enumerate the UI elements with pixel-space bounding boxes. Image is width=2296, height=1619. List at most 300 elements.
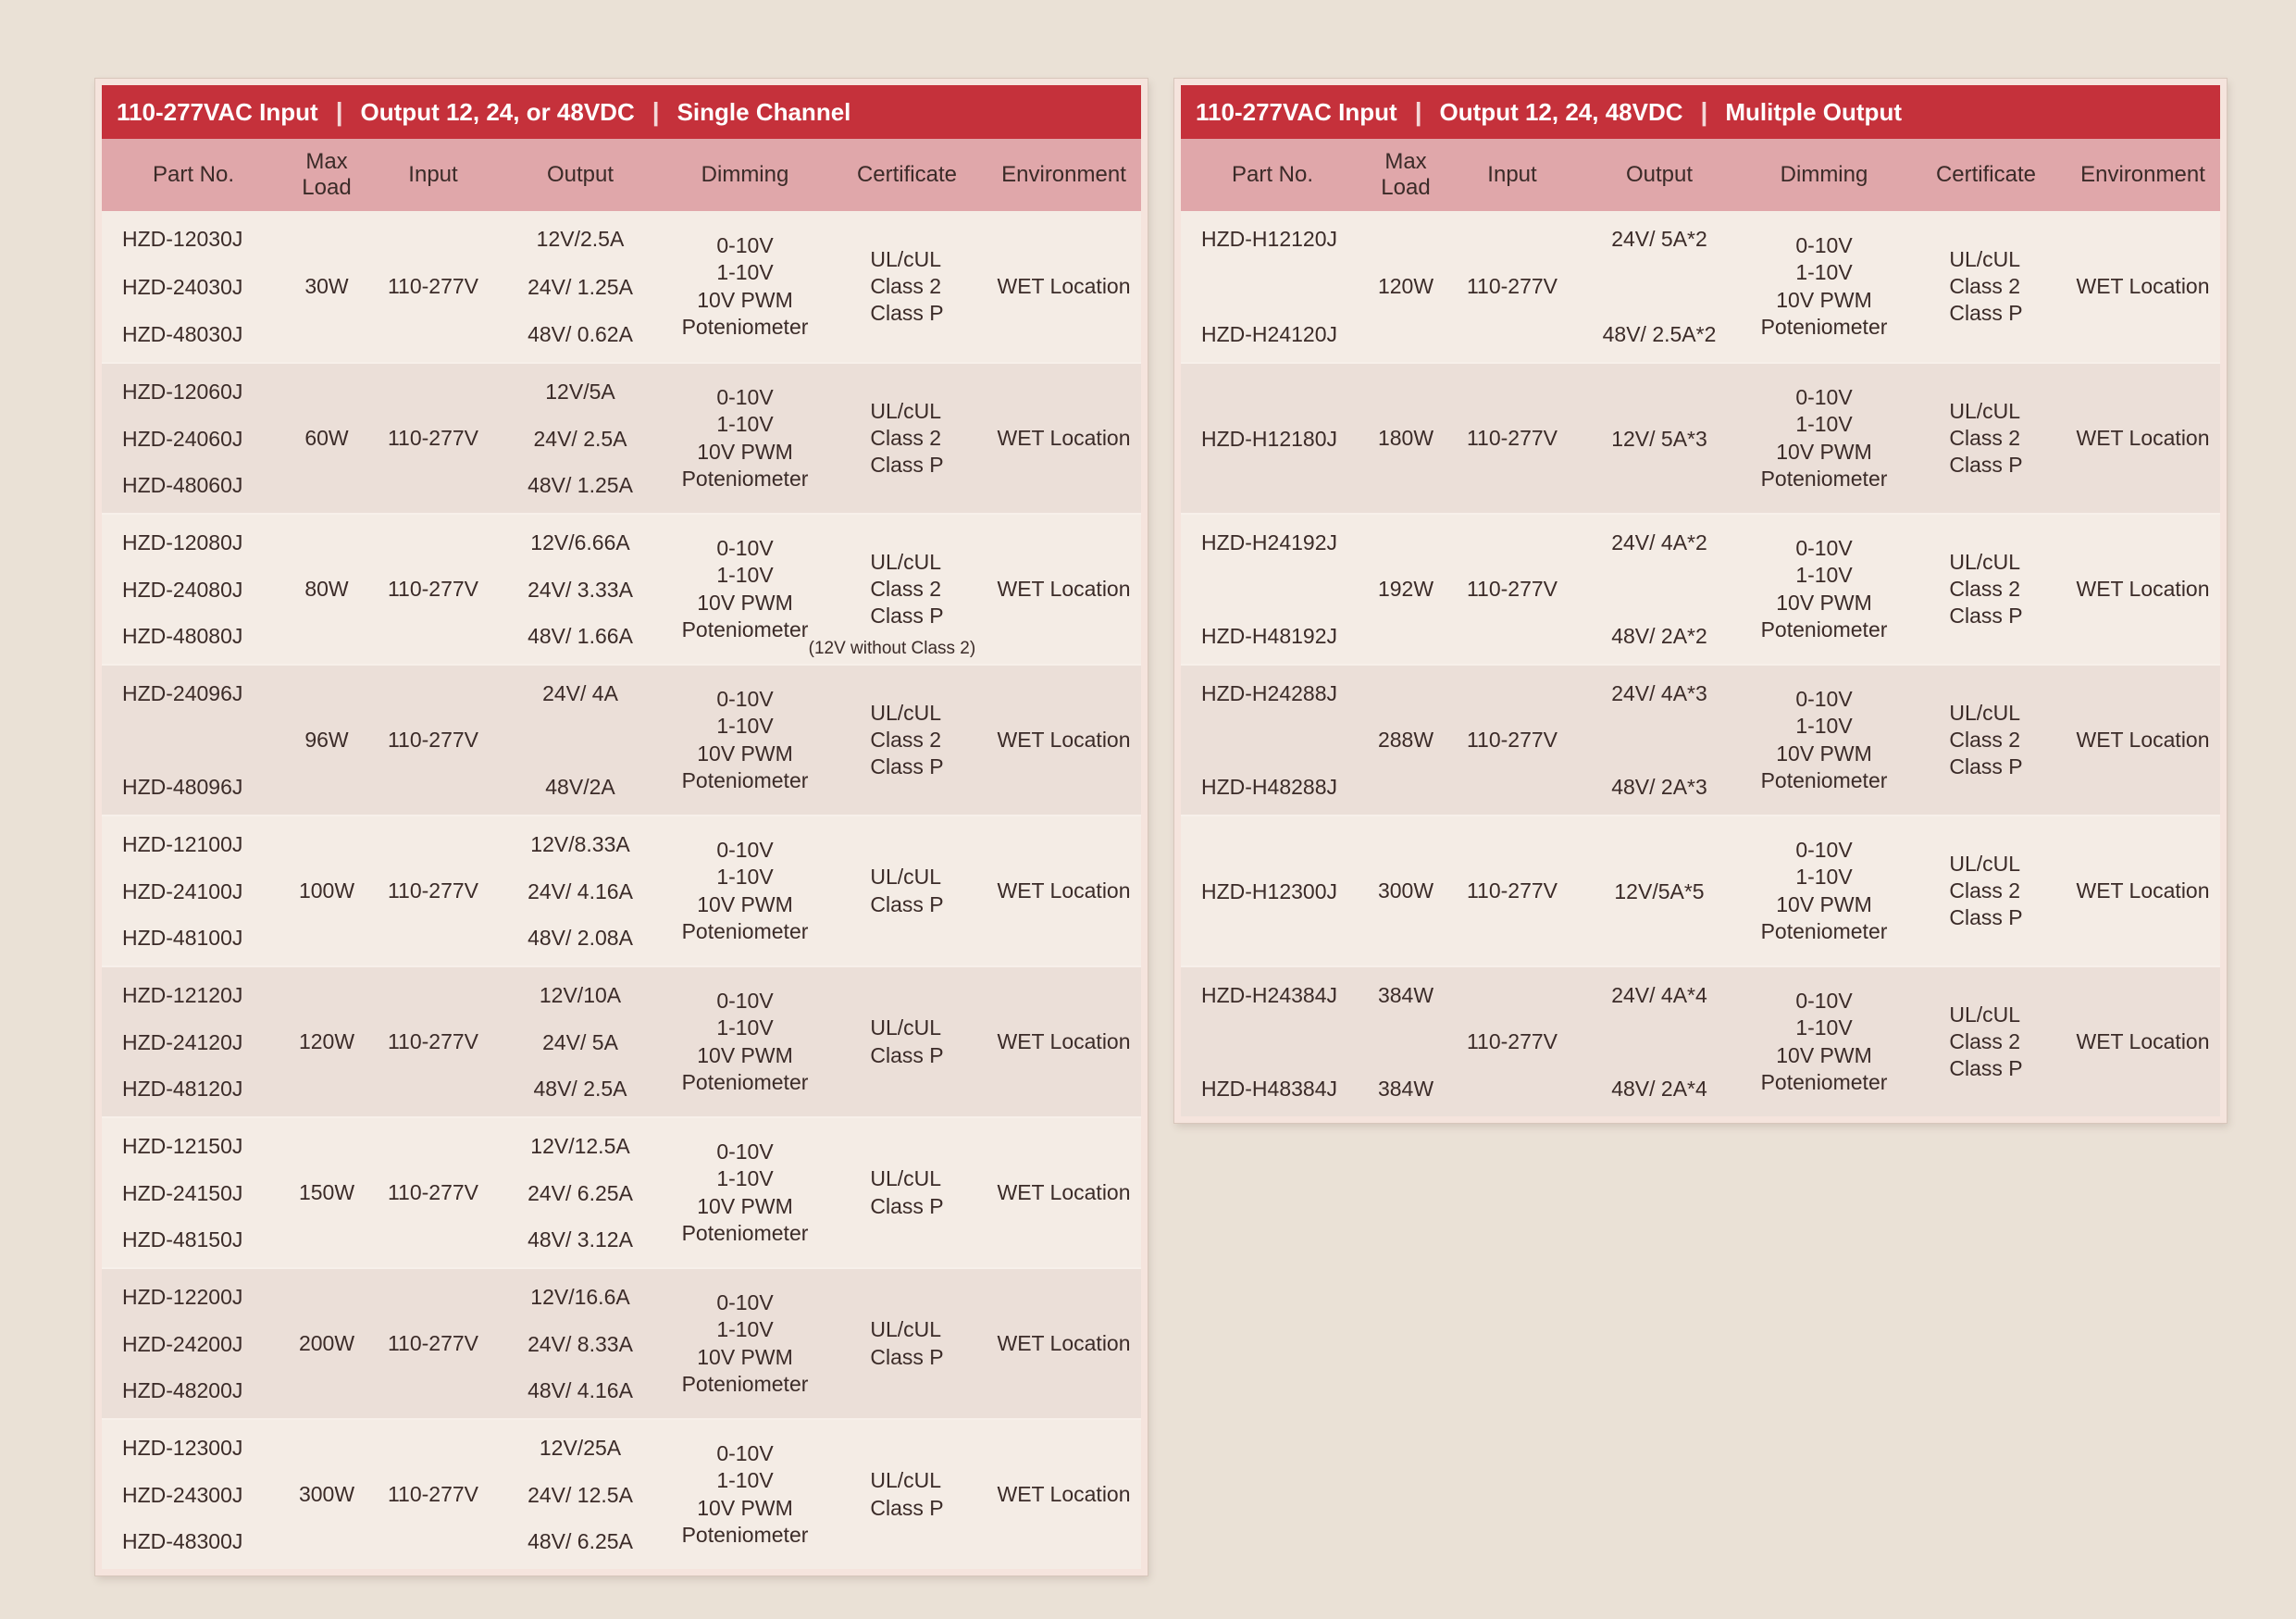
output-stack (1577, 211, 1742, 362)
dimming-option: 10V PWM (697, 1193, 793, 1218)
certificate-item: UL/cUL (1949, 246, 2021, 271)
spec-row-group (102, 211, 1141, 362)
dimming-option: 10V PWM (697, 287, 793, 312)
output-value: 12V/2.5A (536, 227, 625, 251)
environment-value: WET Location (2076, 576, 2210, 601)
dimming-option: 0-10V (1795, 838, 1853, 863)
output-value: 48V/ 3.12A (527, 1227, 633, 1252)
environment-value: WET Location (2076, 1028, 2210, 1053)
certificate-item: UL/cUL (870, 246, 942, 271)
output-value: 12V/25A (539, 1436, 622, 1460)
output-value: 24V/ 4A*3 (1611, 681, 1707, 705)
part-number: HZD-48200J (122, 1378, 243, 1402)
part-number: HZD-48100J (122, 926, 243, 950)
spec-row-group (102, 664, 1141, 815)
certificate-cell (827, 816, 987, 965)
part-number: HZD-48150J (122, 1227, 243, 1252)
output-value: 24V/ 2.5A (533, 426, 627, 451)
dimming-cell (663, 1118, 827, 1267)
certificate-list (870, 549, 943, 630)
spec-row-group (1181, 815, 2220, 965)
dimming-option: 10V PWM (697, 590, 793, 615)
output-value: 24V/ 12.5A (527, 1482, 633, 1507)
dimming-option: 1-10V (716, 260, 774, 285)
certificate-item: Class 2 (870, 425, 942, 450)
part-number: HZD-12120J (122, 983, 243, 1007)
certificate-item: Class P (1949, 905, 2023, 930)
part-no-stack (102, 1269, 285, 1418)
output-value: 48V/ 2.5A (533, 1077, 627, 1101)
dimming-option: Poteniometer (1760, 918, 1888, 943)
input-value: 110-277V (387, 576, 479, 601)
certificate-list (870, 1467, 943, 1521)
output-stack (1577, 515, 1742, 664)
dimming-option: 1-10V (1795, 865, 1853, 890)
output-stack (498, 1269, 663, 1418)
spec-row-group (102, 513, 1141, 664)
dimming-option: 10V PWM (697, 1344, 793, 1369)
output-value: 12V/5A*5 (1614, 878, 1705, 903)
dimming-options (682, 1139, 809, 1247)
input-value: 110-277V (387, 1028, 479, 1053)
input-value: 110-277V (387, 1330, 479, 1355)
part-no-stack (1181, 515, 1364, 664)
certificate-cell (827, 1118, 987, 1267)
dimming-option: 10V PWM (1776, 891, 1872, 916)
dimming-option: 0-10V (716, 687, 774, 712)
certificate-item: UL/cUL (870, 700, 942, 725)
max-load-value: 300W (1377, 878, 1434, 903)
output-value: 48V/2A (545, 775, 615, 799)
certificate-item: Class P (1949, 453, 2023, 478)
spec-row-group (102, 1116, 1141, 1267)
output-stack (498, 666, 663, 815)
certificate-item: UL/cUL (870, 1166, 942, 1191)
certificate-item: Class 2 (870, 727, 942, 752)
max-load-value: 180W (1377, 425, 1434, 450)
column-header-row (1181, 139, 2220, 211)
certificate-list (1949, 700, 2022, 781)
spec-row-group (102, 1267, 1141, 1418)
output-stack (498, 515, 663, 664)
multiple-output-table (1174, 79, 2227, 1123)
output-value: 24V/ 3.33A (527, 577, 633, 602)
title-segment: Mulitple Output (1725, 97, 1902, 126)
dimming-option: Poteniometer (681, 1069, 809, 1094)
part-number: HZD-24080J (122, 577, 243, 602)
input-value: 110-277V (1466, 1028, 1558, 1053)
max-load-value: 200W (298, 1330, 355, 1355)
dimming-option: 0-10V (1795, 536, 1853, 561)
output-value: 12V/5A (545, 380, 615, 404)
part-no-stack (102, 816, 285, 965)
spec-row-group (1181, 362, 2220, 513)
output-value: 48V/ 1.25A (527, 473, 633, 497)
dimming-option: Poteniometer (1760, 767, 1888, 792)
title-segment: Output 12, 24, or 48VDC (360, 97, 635, 126)
output-value: 12V/6.66A (530, 530, 630, 554)
output-value: 48V/ 6.25A (527, 1529, 633, 1553)
input-value: 110-277V (1466, 878, 1558, 903)
dimming-option: 0-10V (1795, 687, 1853, 712)
dimming-option: Poteniometer (1760, 616, 1888, 641)
title-separator: | (1414, 97, 1422, 126)
dimming-options (682, 1289, 809, 1398)
dimming-option: 10V PWM (1776, 287, 1872, 312)
spec-row-group (102, 362, 1141, 513)
output-value: 24V/ 4A (542, 681, 618, 705)
dimming-options (1761, 384, 1888, 492)
certificate-item: UL/cUL (870, 549, 942, 574)
certificate-item: Class 2 (1949, 425, 2021, 450)
max-load-value: 384W (1377, 1077, 1434, 1101)
certificate-item: Class 2 (1949, 878, 2021, 903)
dimming-option: 1-10V (716, 563, 774, 588)
column-header: Output (1625, 162, 1694, 188)
spec-row-group (102, 965, 1141, 1116)
part-no-stack (102, 1420, 285, 1569)
part-number: HZD-H24120J (1201, 322, 1337, 346)
environment-value: WET Location (997, 1481, 1131, 1506)
dimming-cell (663, 1420, 827, 1569)
certificate-cell (827, 211, 987, 362)
certificate-item: Class P (870, 453, 944, 478)
output-value: 48V/ 2A*3 (1611, 775, 1707, 799)
dimming-option: 0-10V (716, 1140, 774, 1164)
dimming-option: 1-10V (716, 1317, 774, 1342)
environment-value: WET Location (997, 1330, 1131, 1355)
certificate-list (1949, 1002, 2022, 1083)
certificate-cell (1906, 364, 2066, 513)
dimming-option: 0-10V (1795, 989, 1853, 1014)
part-number: HZD-12200J (122, 1285, 243, 1309)
environment-value: WET Location (997, 1179, 1131, 1204)
output-value: 48V/ 2A*2 (1611, 624, 1707, 648)
dimming-option: Poteniometer (1760, 466, 1888, 491)
dimming-option: 1-10V (1795, 260, 1853, 285)
environment-value: WET Location (997, 727, 1131, 752)
output-value: 12V/10A (539, 983, 622, 1007)
certificate-item: UL/cUL (870, 398, 942, 423)
dimming-option: Poteniometer (681, 918, 809, 943)
certificate-list (1949, 398, 2022, 479)
certificate-list (870, 1316, 943, 1370)
certificate-list (1949, 246, 2022, 328)
output-value: 12V/12.5A (530, 1134, 630, 1158)
output-value: 24V/ 5A (542, 1029, 618, 1054)
input-value: 110-277V (387, 878, 479, 903)
part-no-stack (1181, 211, 1364, 362)
output-stack (498, 967, 663, 1116)
dimming-option: 1-10V (716, 1166, 774, 1191)
output-value: 12V/ 5A*3 (1611, 426, 1707, 451)
dimming-options (1761, 535, 1888, 643)
certificate-cell (827, 364, 987, 513)
environment-value: WET Location (2076, 273, 2210, 298)
part-number: HZD-48096J (122, 775, 243, 799)
input-value: 110-277V (1466, 576, 1558, 601)
input-value: 110-277V (387, 1481, 479, 1506)
max-load-value: 80W (304, 576, 349, 601)
certificate-item: Class 2 (1949, 576, 2021, 601)
part-number: HZD-48080J (122, 624, 243, 648)
dimming-option: 1-10V (1795, 714, 1853, 739)
dimming-option: 1-10V (716, 1468, 774, 1493)
max-load-value: 120W (298, 1028, 355, 1053)
spec-row-group (102, 1418, 1141, 1569)
part-number: HZD-H12300J (1201, 878, 1337, 903)
dimming-options (1761, 837, 1888, 945)
dimming-options (682, 232, 809, 341)
part-number: HZD-24200J (122, 1331, 243, 1356)
part-number: HZD-H48288J (1201, 775, 1337, 799)
dimming-option: 10V PWM (1776, 439, 1872, 464)
dimming-option: 1-10V (716, 714, 774, 739)
part-number: HZD-12100J (122, 832, 243, 856)
column-header: Max Load (302, 149, 352, 200)
column-header-row (102, 139, 1141, 211)
certificate-item: Class P (870, 754, 944, 779)
certificate-item: Class P (870, 1193, 944, 1218)
title-segment: Output 12, 24, 48VDC (1439, 97, 1683, 126)
max-load-value: 288W (1377, 727, 1434, 752)
part-no-stack (102, 515, 285, 664)
part-no-stack (102, 1118, 285, 1267)
part-number: HZD-H48384J (1201, 1077, 1337, 1101)
max-load-value: 384W (1377, 983, 1434, 1007)
column-header: Part No. (1231, 162, 1314, 188)
certificate-list (870, 864, 943, 917)
environment-value: WET Location (997, 425, 1131, 450)
part-number: HZD-24096J (122, 681, 243, 705)
output-value: 24V/ 4A*2 (1611, 530, 1707, 554)
column-header: Input (1487, 162, 1537, 188)
dimming-option: 10V PWM (1776, 590, 1872, 615)
dimming-cell (663, 967, 827, 1116)
input-value: 110-277V (387, 1179, 479, 1204)
dimming-option: Poteniometer (681, 1371, 809, 1396)
dimming-option: 0-10V (716, 536, 774, 561)
part-number: HZD-12080J (122, 530, 243, 554)
dimming-option: Poteniometer (681, 1220, 809, 1245)
dimming-option: Poteniometer (1760, 1069, 1888, 1094)
max-load-value: 192W (1377, 576, 1434, 601)
dimming-option: 0-10V (716, 233, 774, 258)
part-number: HZD-24150J (122, 1180, 243, 1205)
part-number: HZD-H24384J (1201, 983, 1337, 1007)
certificate-list (870, 246, 943, 328)
part-number: HZD-48120J (122, 1077, 243, 1101)
dimming-option: 10V PWM (1776, 741, 1872, 766)
certificate-item: UL/cUL (870, 1468, 942, 1493)
dimming-option: 1-10V (716, 412, 774, 437)
certificate-list (1949, 851, 2022, 932)
max-load-value: 120W (1377, 273, 1434, 298)
dimming-option: 10V PWM (697, 439, 793, 464)
column-header: Environment (1001, 162, 1126, 188)
output-stack (498, 1118, 663, 1267)
table-title-bar (1181, 85, 2220, 139)
dimming-option: 0-10V (716, 838, 774, 863)
part-number: HZD-12030J (122, 227, 243, 251)
part-no-stack (1181, 816, 1364, 965)
input-value: 110-277V (387, 727, 479, 752)
dimming-cell (1742, 816, 1906, 965)
certificate-item: UL/cUL (1949, 851, 2021, 876)
dimming-options (682, 384, 809, 492)
part-no-stack (102, 666, 285, 815)
output-value: 12V/16.6A (530, 1285, 630, 1309)
dimming-cell (1742, 515, 1906, 664)
part-number: HZD-24120J (122, 1029, 243, 1054)
part-number: HZD-H24192J (1201, 530, 1337, 554)
output-stack (1577, 364, 1742, 513)
dimming-cell (663, 364, 827, 513)
certificate-item: Class P (1949, 1056, 2023, 1081)
environment-value: WET Location (2076, 425, 2210, 450)
column-header: Dimming (701, 162, 789, 188)
max-load-stack (1364, 967, 1447, 1116)
dimming-cell (1742, 666, 1906, 815)
certificate-item: UL/cUL (1949, 700, 2021, 725)
dimming-option: Poteniometer (681, 314, 809, 339)
output-value: 48V/ 4.16A (527, 1378, 633, 1402)
dimming-option: 0-10V (1795, 233, 1853, 258)
part-number: HZD-H48192J (1201, 624, 1337, 648)
dimming-option: Poteniometer (681, 616, 809, 641)
dimming-cell (1742, 364, 1906, 513)
max-load-value: 96W (304, 727, 349, 752)
dimming-option: 0-10V (716, 989, 774, 1014)
certificate-list (870, 1165, 943, 1219)
title-segment: 110-277VAC Input (117, 97, 318, 126)
output-value: 24V/ 5A*2 (1611, 227, 1707, 251)
dimming-options (682, 686, 809, 794)
table-title-bar (102, 85, 1141, 139)
title-segment: 110-277VAC Input (1196, 97, 1397, 126)
input-value: 110-277V (1466, 425, 1558, 450)
environment-value: WET Location (997, 878, 1131, 903)
certificate-item: Class 2 (1949, 727, 2021, 752)
spec-row-group (1181, 965, 2220, 1116)
part-number: HZD-H12120J (1201, 227, 1337, 251)
output-stack (1577, 967, 1742, 1116)
part-no-stack (102, 211, 285, 362)
dimming-option: 1-10V (1795, 1015, 1853, 1040)
title-separator: | (1700, 97, 1708, 126)
title-segment: Single Channel (676, 97, 851, 126)
certificate-item: Class 2 (870, 576, 942, 601)
column-header: Part No. (152, 162, 235, 188)
dimming-option: 1-10V (1795, 563, 1853, 588)
max-load-value: 100W (298, 878, 355, 903)
certificate-cell (1906, 666, 2066, 815)
dimming-options (1761, 686, 1888, 794)
output-stack (498, 364, 663, 513)
certificate-item: UL/cUL (1949, 1002, 2021, 1027)
dimming-option: 10V PWM (697, 891, 793, 916)
dimming-option: Poteniometer (681, 1522, 809, 1547)
certificate-list (870, 1015, 943, 1068)
certificate-item: Class P (1949, 301, 2023, 326)
dimming-option: 10V PWM (697, 1495, 793, 1520)
certificate-cell (827, 1269, 987, 1418)
dimming-option: Poteniometer (681, 466, 809, 491)
input-value: 110-277V (387, 273, 479, 298)
dimming-options (682, 988, 809, 1096)
dimming-option: 0-10V (1795, 385, 1853, 410)
output-stack (498, 211, 663, 362)
spec-row-group (1181, 211, 2220, 362)
certificate-cell (827, 967, 987, 1116)
single-channel-table (95, 79, 1148, 1575)
part-number: HZD-24300J (122, 1482, 243, 1507)
certificate-item: Class 2 (1949, 273, 2021, 298)
output-value: 48V/ 2A*4 (1611, 1077, 1707, 1101)
environment-value: WET Location (2076, 727, 2210, 752)
output-stack (1577, 816, 1742, 965)
max-load-value: 300W (298, 1481, 355, 1506)
part-number: HZD-H24288J (1201, 681, 1337, 705)
column-header: Input (408, 162, 458, 188)
output-stack (498, 1420, 663, 1569)
part-no-stack (1181, 364, 1364, 513)
certificate-list (1949, 549, 2022, 630)
certificate-list (870, 398, 943, 479)
part-number: HZD-24060J (122, 426, 243, 451)
part-no-stack (1181, 967, 1364, 1116)
input-value: 110-277V (387, 425, 479, 450)
column-header: Max Load (1381, 149, 1431, 200)
certificate-item: UL/cUL (870, 1015, 942, 1040)
output-value: 48V/ 1.66A (527, 624, 633, 648)
certificate-item: Class P (870, 301, 944, 326)
certificate-cell (1906, 515, 2066, 664)
dimming-option: 0-10V (716, 1441, 774, 1466)
dimming-cell (1742, 211, 1906, 362)
part-number: HZD-48030J (122, 322, 243, 346)
certificate-item: UL/cUL (870, 865, 942, 890)
certificate-item: Class P (870, 1495, 944, 1520)
dimming-option: 0-10V (716, 1290, 774, 1315)
output-value: 48V/ 2.08A (527, 926, 633, 950)
certificate-item: Class P (870, 1344, 944, 1369)
environment-value: WET Location (997, 273, 1131, 298)
dimming-option: 10V PWM (1776, 1042, 1872, 1067)
max-load-value: 150W (298, 1179, 355, 1204)
part-no-stack (1181, 666, 1364, 815)
output-value: 12V/8.33A (530, 832, 630, 856)
column-header: Output (546, 162, 614, 188)
certificate-item: Class 2 (1949, 1028, 2021, 1053)
certificate-cell (1906, 816, 2066, 965)
input-value: 110-277V (1466, 273, 1558, 298)
certificate-item: Class P (870, 604, 944, 629)
spec-row-group (1181, 513, 2220, 664)
dimming-option: 10V PWM (697, 1042, 793, 1067)
certificate-note: (12V without Class 2) (808, 639, 976, 658)
part-number: HZD-24030J (122, 274, 243, 299)
environment-value: WET Location (2076, 878, 2210, 903)
output-value: 24V/ 6.25A (527, 1180, 633, 1205)
spec-row-group (1181, 664, 2220, 815)
output-stack (1577, 666, 1742, 815)
dimming-option: Poteniometer (1760, 314, 1888, 339)
spec-row-group (102, 815, 1141, 965)
certificate-cell (827, 1420, 987, 1569)
certificate-cell (827, 666, 987, 815)
dimming-options (1761, 988, 1888, 1096)
